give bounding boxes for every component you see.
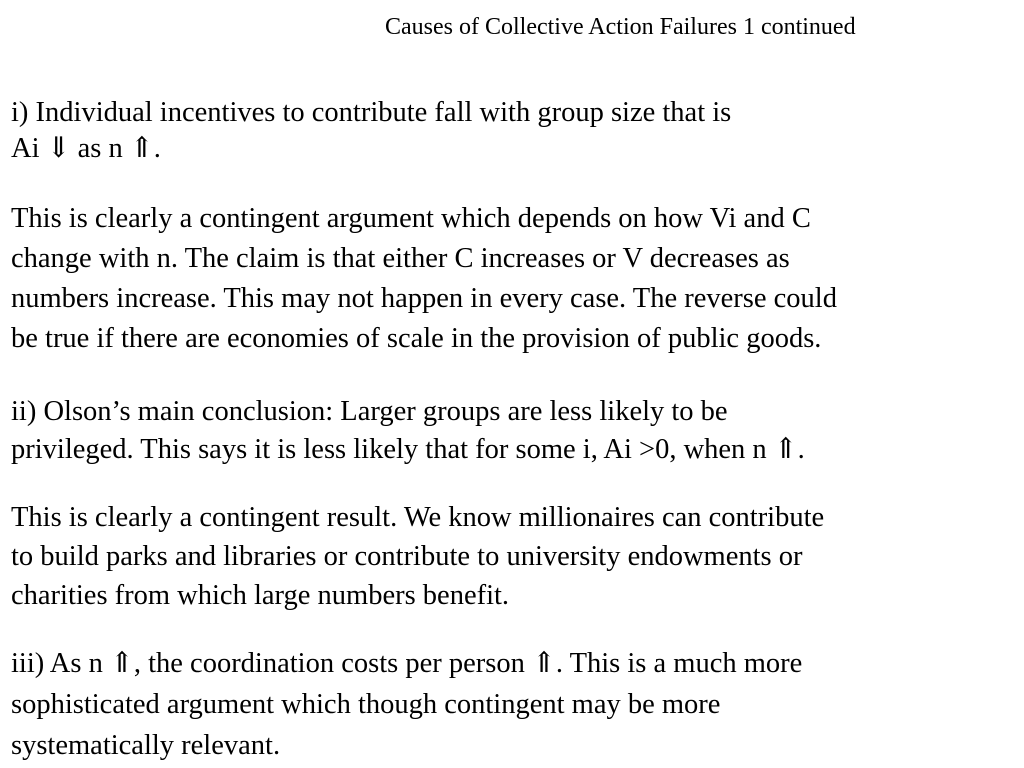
text-line: be true if there are economies of scale in the provision of public goods.: [11, 323, 822, 354]
point-ii-explanation: [11, 498, 1016, 615]
text-line: iii) As n ⇑, the coordination costs per person ⇑. This is a much more: [11, 648, 803, 679]
point-i-explanation: [11, 199, 1016, 359]
text-line: This is clearly a contingent argument which depends on how Vi and C: [11, 203, 811, 234]
text-line: sophisticated argument which though contingent may be more: [11, 689, 721, 720]
slide-title: Causes of Collective Action Failures 1 continued: [385, 14, 856, 40]
text-line: to build parks and libraries or contribute to university endowments or: [11, 541, 803, 572]
text-line: This is clearly a contingent result. We know millionaires can contribute: [11, 502, 825, 533]
text-line: privileged. This says it is less likely that for some i, Ai >0, when n ⇑.: [11, 434, 805, 465]
text-line: i) Individual incentives to contribute fall with group size that is: [11, 97, 732, 128]
point-iii-paragraph: [11, 643, 1016, 766]
text-line: Ai ⇓ as n ⇑.: [11, 133, 161, 164]
point-i-paragraph: [11, 95, 1016, 167]
text-line: numbers increase. This may not happen in every case. The reverse could: [11, 283, 837, 314]
text-line: charities from which large numbers benefit.: [11, 580, 510, 611]
text-line: change with n. The claim is that either C increases or V decreases as: [11, 243, 790, 274]
text-line: ii) Olson’s main conclusion: Larger groups are less likely to be: [11, 396, 728, 427]
point-ii-paragraph: [11, 393, 1016, 469]
text-line: systematically relevant.: [11, 730, 281, 761]
